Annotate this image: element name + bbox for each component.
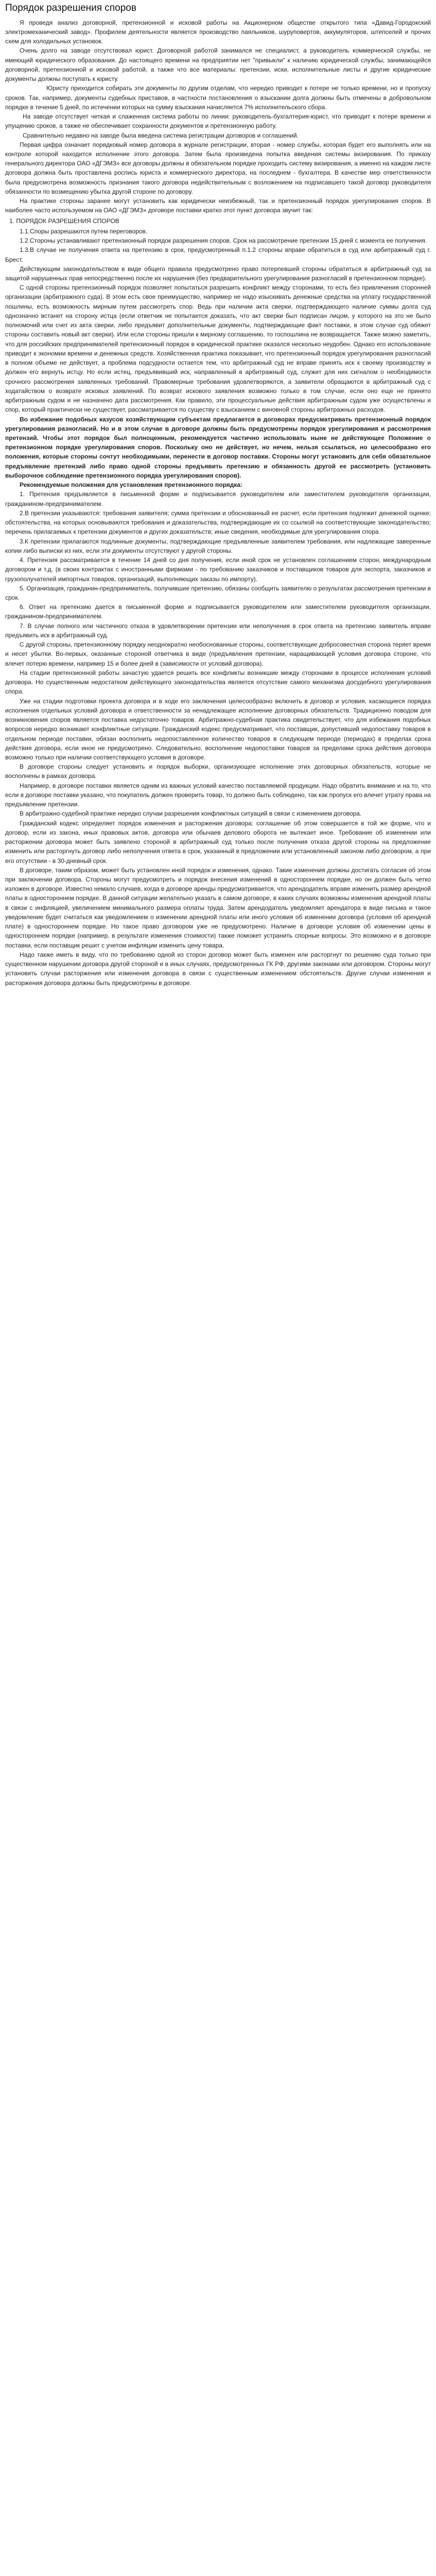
paragraph: 6. Ответ на претензию дается в письменной форме и подписывается руководителем или заместителем руководителя организации, гражданином-предпринимателем. <box>5 603 431 620</box>
page-title: Порядок разрешения споров <box>5 3 136 13</box>
paragraph: Гражданский кодекс определяет порядок изменения и расторжения договора: соглашение об этом совершается в той же форме, что и договор, если из закона, иных правовых актов, договора или обычаев делового оборота не вытекает иное. Требование об изменении или расторжении договора может быть заявлено стороной в арбитражный суд только после получения отказа другой стороны на предложение изменить или расторгнуть договор либо неполучения ответа в срок, указанный в предложении или установленный законом либо договором, а при его отсутствии - в 30-дневный срок. <box>5 819 431 865</box>
document-page <box>0 0 436 1000</box>
paragraph: 4. Претензия рассматривается в течение 14 дней со дня получения, если иной срок не установлен соглашением сторон, международным договором и т.д. (в своих контрактах с иностранными фирмами - по требованию заказчиков и поставщиков товаров для экспорта, заказчиков и грузополучателей импортных товаров, организаций, выполняющих заказы по импорту). <box>5 556 431 583</box>
paragraph: 2.В претензии указываются: требования заявителя; сумма претензии и обоснованный ее расчет, если претензия подлежит денежной оценке; обстоятельства, на которых основываются требования и доказательства, подтверждающие их со ссылкой на соответствующие законодательство; перечень прилагаемых к претензии документов и других доказательств; иные сведения, необходимые для урегулирования спора. <box>5 509 431 536</box>
paragraph: С одной стороны претензионный порядок позволяет попытаться разрешить конфликт между сторонами, то есть без привлечения сторонней организации (арбитражного суда). В этом есть свое преимущество, например не надо изыскивать денежные средства на уплату государственной пошлины, есть возможность мирным путем рассмотреть спор. Ведь при наличии акта сверки, подтверждающего наличие суммы долга суд однозначно встанет на сторону истца (если ответчик не попытается доказать, что акт сверки был подписан лицом, у которого на это не было полномочий или счет из акта сверки, либо предъявит дополнительные документы, подтверждающие факт поставки, в этом случае суд обяжет стороны составить новый акт сверки). Или если стороны пришли к мирному соглашению, то госпошлина не возвращается. Также можно заметить, что для российских предпринимателей претензионный порядок в юридической практике оказался несколько неудобен. Однако его использование приводит к экономии времени и денежных средств. Хозяйственная практика показывает, что претензионный порядок урегулирования разногласий в полном объеме не действует, а проблема подсудности остается тем, что арбитражный суд не вправе принять иск к своему производству и должен его вернуть истцу. Но если истец, предъявивший иск, направленный в арбитражный суд, служит для них сигналом о необходимости срочного рассмотрения заявленных требований. Правомерные требования удовлетворяются, а заявители обращаются в арбитражный суд с ходатайством о возврате исковых заявлений. По возврат искового заявления возможно только в том случае, если оно еще не принято арбитражным судом и не назначено дата рассмотрения. Как правило, эти процессуальные действия арбитражным судом уже осуществлены и спор, который практически не существует, рассматривается по существу с взысканием с виновной стороны арбитражных расходов. <box>5 284 431 414</box>
paragraph: Надо также иметь в виду, что по требованию одной из сторон договор может быть изменен или расторгнут по решению суда только при существенном нарушении договора другой стороной и в иных случаях, предусмотренных ГК РФ, другими законами или договором. Стороны могут установить случаи расторжения или изменения договора в связи с существенным изменением обстоятельств. Другие случаи изменения и расторжения договора должны быть предусмотрены в договоре. <box>5 951 431 987</box>
paragraph: Очень долго на заводе отсутствовал юрист. Договорной работой занимался не специалист, а руководитель коммерческой службы, не имеющий юридического образования. До настоящего времени на предприятии нет "привыкли" к наличию юридической службы, занимающейся договорной, претензионной и исковой работой, а также что все материалы: претензии, иски, исполнительные листы и другие юридические документы должны поступать к юристу. <box>5 47 431 83</box>
paragraph: Сравнительно недавно на заводе была введена система регистрации договоров и соглашений. <box>23 131 299 139</box>
paragraph: В арбитражно-судебной практике нередко случаи разрешения конфликтных ситуаций в связи с изменением договора. <box>20 810 362 818</box>
paragraph: В договоре стороны следует установить и порядок выборки, организующее исполнение этих договорных обязательств, которые не восполнены в рамках договора. <box>5 763 431 780</box>
paragraph: 3.К претензии прилагаются подлинные документы, подтверждающие предъявленные заявителем требования, или надлежащие заверенные копии либо выписки из них, если эти документы отсутствуют у другой стороны. <box>5 537 431 554</box>
paragraph: Действующим законодательством в виде общего правила предусмотрено право потерпевшей стороны обратиться в арбитражный суд за защитой нарушенных прав непосредственно после их нарушения (без предварительного урегулирования разногласий в претензионном порядке). <box>5 265 431 282</box>
document-body <box>5 18 431 988</box>
paragraph: 1. ПОРЯДОК РАЗРЕШЕНИЯ СПОРОВ <box>9 217 119 225</box>
paragraph: С другой стороны, претензионному порядку неоднократно необоснованные стороны, соответствующие добросовестная сторона теряет время и несет убытки. Во-первых, оказанные стороной ответчика в виде (предъявления претензии, наращивающей условия договора стороне, что влечет потерю времени, например 15 и более дней в (зависимости от условий договора). <box>5 641 431 667</box>
paragraph: Уже на стадии подготовки проекта договора и в ходе его заключения целесообразно включить в договор и условия, касающиеся порядка исполнения отдельных условий договора и ответственности за ненадлежащее исполнение договорных обязательств. Традиционно поводом для возникновения споров является поставка недостаточно товаров. Арбитражно-судебная практика свидетельствует, что для избежания подобных вопросов нередко возникают конфликтные ситуации. Гражданский кодекс предусматривает, что поставщик, допустивший недопоставку товаров в отдельном периоде поставки, обязан восполнить недопоставленное количество товаров в следующем периоде (периодах) в пределах срока действия договора, если иное не предусмотрено. Следовательно, восполнение недопоставки товаров за пределами срока действия договора возможно только при наличии соответствующего условия в договоре. <box>5 697 431 761</box>
paragraph: На стадии претензионной работы зачастую удается решить все конфликты возникшие между сторонами в процессе исполнения условий договора. Но существенным недостатком действующего законодательства является отсутствие самого механизма досудебного урегулирования спора. <box>5 669 431 696</box>
paragraph: На заводе отсутствует четкая и слаженная система работы по линии: руководитель-бухгалтерия-юрист, что приводит к потере времени и упущению сроков, а также не обеспечивает сохранности документов и претензионную работу. <box>5 113 431 130</box>
paragraph: Первая цифра означает порядковый номер договора в журнале регистрации, вторая - номер службы, которая будет его выполнять или на контроле которой находится исполнение этого договора. Затем была произведена попытка введения системы визирования. По приказу генерального директора ОАО «ДГЭМЗ» все договоры должны в обязательном порядке проходить систему визирования, а именно на каждом листе договора должна быть проставлена роспись юриста и коммерческого директора, на последнем - бухгалтера. В качестве мер ответственности была предусмотрена возможность признания такого договора недействительным с возложением на подписавшего такой договор руководителя обязанности по возмещению убытка другой стороне по договору. <box>5 141 431 195</box>
paragraph: Я проведя анализ договорной, претензионной и исковой работы на Акционерном обществе открытого типа «Давид-Городокский электромеханический завод». Профилем деятельности является производство паяльников, шуруповертов, аккумуляторов, штепселей и прочих схем для холодильных установок. <box>5 19 431 45</box>
paragraph: Во избежание подобных казусов хозяйствующим субъектам предлагается в договорах предусматривать претензионный порядок урегулирования разногласий. Но и в этом случае в договоре должны быть предусмотрены порядок урегулирования и рассмотрения претензий. Чтобы этот порядок был полноценным, рекомендуется частично использовать ныне не действующее Положение о претензионном порядке урегулирования споров. Поскольку оно не действует, но нечем, нельзя ссылаться, но целесообразно его положения, которые стороны сочтут необходимыми, перенести в договор поставки. Стороны могут установить для себя обязательное предъявление претензий либо право одной стороны предъявить претензию и обязанность другой ее рассмотреть (установить выборочное соблюдение претензионного порядка урегулирования споров). <box>5 415 431 479</box>
paragraph: Юристу приходится собирать эти документы по другим отделам, что нередко приводит к потере не только времени, но и пропуску сроков. Так, например, документы судебных приставов, в частности постановления о взыскании долга должны быть отмечены в добровольном порядке в течение 5 дней, по истечении которых на сумму взыскания начисляется 7% исполнительского сбора. <box>5 84 431 111</box>
paragraph: Рекомендуемые положения для установления претензионного порядка: <box>20 481 243 489</box>
paragraph: На практике стороны заранее могут установить как юридически неизбежный, так и претензионный порядок урегулирования споров. В наиболее часто используемом на ОАО «ДГЭМЗ» договоре поставки кратко этот пункт договора звучит так: <box>5 197 431 214</box>
paragraph: В договоре, таким образом, может быть установлен иной порядок и изменения, однако. Такие изменения должны достигать согласия об этом при заключении договора. Стороны могут предусмотреть и порядок внесения изменений в одностороннем порядке, но он должен быть четко изложен в договоре. Известно немало случаев, когда в договоре аренды предусматривается, что арендодатель вправе изменить размер арендной платы в одностороннем порядке. В данной ситуации желательно указать в самом договоре, в каких случаях возможны изменения арендной платы в связи с инфляцией, увеличением минимального размера оплаты труда. Затем арендодатель уведомляет арендатора в виде письма и такое уведомление будет считаться как уведомлением о изменении арендной платы или иного условия об изменении договора (условия об арендной плате) в одностороннем порядке. Но такое право договором уже не предусмотрено. Наличие в договоре условия об изменении цены в одностороннем порядке (например, в результате изменения стоимости) также поможет устранить спорные вопросы. Это возможно и в договоре поставки, если поставщик решит с учетом инфляции изменить цену товара. <box>5 866 431 949</box>
paragraph: Например, в договоре поставки является одним из важных условий качество поставляемой продукции. Надо обратить внимание и на то, что если в договоре поставки указано, что покупатель должен проверить товар, то должно быть соблюдено, так как пропуск его влечет утрату права на предъявление претензии. <box>5 782 431 808</box>
paragraph: 1.2.Стороны устанавливают претензионный порядок разрешения споров. Срок на рассмотрение претензии 15 дней с момента ее получения. <box>20 237 427 245</box>
paragraph: 1. Претензия предъявляется в письменной форме и подписывается руководителем или заместителем руководителя организации, гражданином-предпринимателем. <box>5 490 431 507</box>
paragraph: 1.1.Споры разрешаются путем переговоров. <box>20 227 148 235</box>
paragraph: 5. Организация, гражданин-предприниматель, получившие претензию, обязаны сообщить заявителю о результатах рассмотрения претензии в срок. <box>5 584 431 601</box>
paragraph: 7. В случае полного или частичного отказа в удовлетворении претензии или неполучения в срок ответа на претензию заявитель вправе предъявить иск в арбитражный суд. <box>5 622 431 639</box>
paragraph: 1.3.В случае не получения ответа на претензию в срок, предусмотренный п.1.2 стороны вправе обратиться в суд или арбитражный суд г. Брест. <box>5 246 431 263</box>
